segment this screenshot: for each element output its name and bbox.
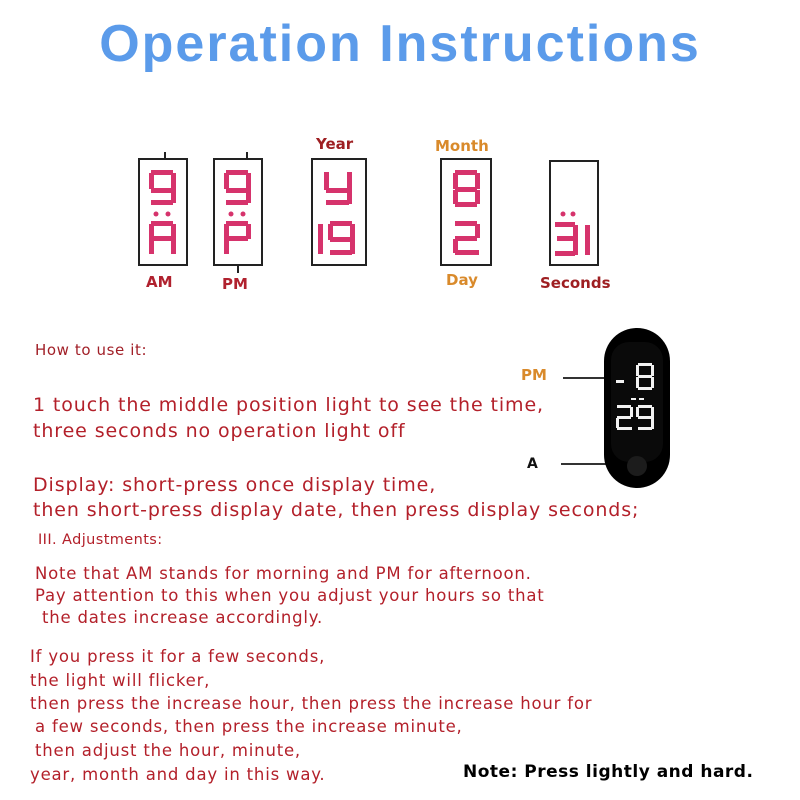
pm-digit-panel	[213, 158, 263, 266]
year-label: Year	[316, 135, 354, 153]
year-digit-panel	[311, 158, 367, 266]
press-line-3: then press the increase hour, then press the increase hour for	[30, 694, 593, 713]
day-label: Day	[446, 271, 478, 289]
touch-line-1: 1 touch the middle position light to see the time,	[33, 394, 544, 416]
note-line-1: Note that AM stands for morning and PM for afternoon.	[35, 564, 532, 583]
pm-digit-display	[215, 160, 261, 264]
a-callout-line	[561, 463, 607, 465]
press-line-1: If you press it for a few seconds,	[30, 647, 326, 666]
display-line-2: then short-press display date, then press display seconds;	[33, 499, 640, 521]
seconds-label: Seconds	[540, 274, 611, 292]
press-line-4: a few seconds, then press the increase minute,	[35, 717, 463, 736]
seconds-digit-panel	[549, 160, 599, 266]
month-label: Month	[435, 137, 489, 155]
watch-face	[611, 342, 663, 462]
month-day-digit-display	[442, 160, 490, 264]
pm-callout-line	[563, 377, 607, 379]
note-line-2: Pay attention to this when you adjust your hours so that	[35, 586, 545, 605]
month-day-digit-panel	[440, 158, 492, 266]
touch-line-2: three seconds no operation light off	[33, 420, 406, 442]
seconds-digit-display	[551, 162, 597, 264]
display-line-1: Display: short-press once display time,	[33, 474, 437, 496]
bottom-note: Note: Press lightly and hard.	[463, 762, 754, 782]
adjustments-heading: III. Adjustments:	[38, 532, 163, 548]
press-line-6: year, month and day in this way.	[30, 765, 326, 784]
watch-a-label: A	[527, 456, 538, 472]
press-line-5: then adjust the hour, minute,	[35, 741, 301, 760]
watch-pm-label: PM	[521, 366, 547, 384]
pm-label: PM	[222, 275, 248, 293]
note-line-3: the dates increase accordingly.	[42, 608, 324, 627]
am-label: AM	[146, 273, 173, 291]
watch-illustration	[604, 328, 670, 488]
page-title: Operation Instructions	[99, 15, 701, 73]
am-digit-panel	[138, 158, 188, 266]
am-digit-display	[140, 160, 186, 264]
how-to-heading: How to use it:	[35, 341, 148, 359]
press-line-2: the light will flicker,	[30, 671, 211, 690]
year-digit-display	[313, 160, 365, 264]
watch-led-display	[611, 342, 663, 462]
watch-touch-button	[627, 456, 647, 476]
panel-tick	[237, 265, 239, 273]
